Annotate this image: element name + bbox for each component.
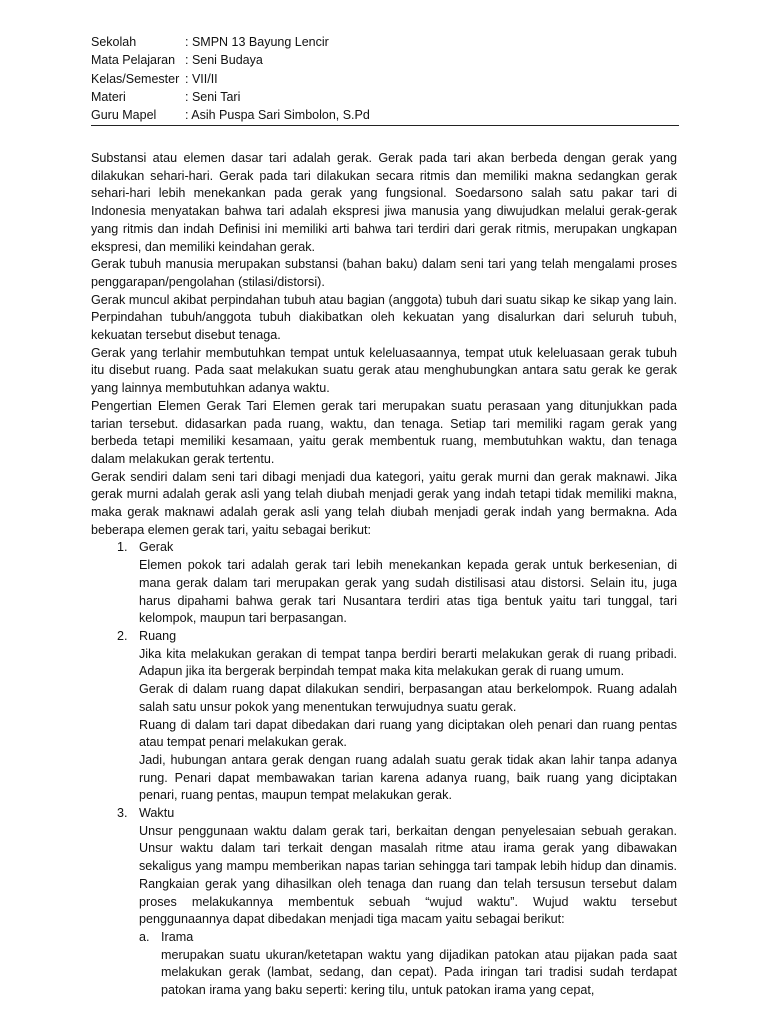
header-row-subject bbox=[91, 51, 370, 69]
list-item-text: Jika kita melakukan gerakan di tempat tanpa berdiri berarti melakukan gerak di ruang pribadi. Adapun jika ita bergerak berpindah tempat maka kita melakukan gerak di ruang umum. bbox=[139, 646, 677, 679]
header-row-material bbox=[91, 88, 370, 106]
intro-paragraph: Pengertian Elemen Gerak Tari Elemen gerak tari merupakan suatu perasaan yang ditunjukkan pada tarian tersebut. didasarkan pada ruang, waktu, dan tenaga. Setiap tari memiliki ragam gerak yang berbeda tetapi memiliki kesamaan, yaitu gerak membentuk ruang, membutuhkan waktu, dan tenaga dalam melakukan gerak tertentu. bbox=[91, 398, 677, 466]
header-row-teacher bbox=[91, 106, 370, 124]
list-item-gerak bbox=[91, 539, 677, 557]
document-header bbox=[91, 33, 370, 124]
sublist-item-irama bbox=[91, 929, 677, 947]
header-key: Mata Pelajaran bbox=[91, 53, 176, 68]
intro-paragraph: Substansi atau elemen dasar tari adalah gerak. Gerak pada tari akan berbeda dengan gerak yang dilakukan sehari-hari. Gerak pada tari dilakukan secara ritmis dan memiliki makna sedangkan gerak sehari-hari lebih menekankan pada gerak yang fungsional. Soedarsono salah satu pakar tari di Indonesia menyatakan bahwa tari adalah ekspresi jiwa manusia yang diwujudkan melalui gerak-gerak yang ritmis dan indah Definisi ini memiliki arti bahwa tari terdiri dari gerak ritmis, merupakan ungkapan ekspresi, dan memiliki keindahan gerak. bbox=[91, 151, 677, 254]
list-item-title: Waktu bbox=[139, 806, 175, 821]
header-value: : SMPN 13 Bayung Lencir bbox=[185, 35, 329, 49]
list-number: 1. bbox=[117, 540, 128, 555]
header-key: Sekolah bbox=[91, 35, 137, 49]
sublist-item-title: Irama bbox=[161, 929, 194, 944]
header-value: : Seni Budaya bbox=[185, 53, 263, 68]
intro-paragraph: Gerak tubuh manusia merupakan substansi (bahan baku) dalam seni tari yang telah mengalami proses penggarapan/pengolahan (stilasi/distorsi). bbox=[91, 257, 677, 289]
list-number: 2. bbox=[117, 628, 128, 643]
header-key: Guru Mapel bbox=[91, 108, 157, 123]
header-key: Kelas/Semester bbox=[91, 71, 180, 86]
intro-paragraph: Gerak sendiri dalam seni tari dibagi menjadi dua kategori, yaitu gerak murni dan gerak maknawi. Jika gerak murni adalah gerak asli yang telah diubah menjadi gerak yang indah tetapi tidak memiliki makna, maka gerak maknawi adalah gerak asli yang telah diubah menjadi gerak indah yang bermakna. Ada beberapa elemen gerak tari, yaitu sebagai berikut: bbox=[91, 469, 677, 537]
sublist-item-text: merupakan suatu ukuran/ketetapan waktu yang dijadikan patokan atau pijakan pada saat melakukan gerak (lambat, sedang, dan cepat). Pada iringan tari tradisi sudah terdapat patokan irama yang baku seperti: kering tilu, untuk patokan irama yang cepat, bbox=[161, 947, 677, 998]
header-key: Materi bbox=[91, 89, 126, 104]
intro-paragraph: Gerak yang terlahir membutuhkan tempat untuk keleluasaannya, tempat utuk keleluasaan gerak tubuh itu disebut ruang. Pada saat melakukan suatu gerak atau menghubungkan antara satu gerak ke gerak yang lainnya membutuhkan adanya waktu. bbox=[91, 345, 677, 396]
list-item-title: Gerak bbox=[139, 540, 174, 555]
header-row-school bbox=[91, 33, 370, 51]
list-item-ruang bbox=[91, 628, 677, 646]
list-item-text: Jadi, hubungan antara gerak dengan ruang adalah suatu gerak tidak akan lahir tanpa adanya rung. Penari dapat membawakan tarian karena adanya ruang, baik ruang yang diciptakan penari, ruang pentas, maupun tempat melakukan gerak. bbox=[139, 752, 677, 803]
list-item-waktu bbox=[91, 805, 677, 823]
header-divider bbox=[91, 125, 679, 126]
list-item-text: Elemen pokok tari adalah gerak tari lebih menekankan kepada gerak untuk berkesenian, di mana gerak dalam tari merupakan gerak yang sudah distilisasi atau distorsi. Selain itu, juga harus dipahami bahwa gerak tari Nusantara terdiri atas tiga bentuk yaitu tari tunggal, tari kelompok, maupun tari berpasangan. bbox=[139, 558, 677, 626]
document-body bbox=[91, 150, 677, 1000]
list-number: 3. bbox=[117, 806, 128, 821]
list-item-title: Ruang bbox=[139, 628, 177, 643]
header-value: : VII/II bbox=[185, 71, 218, 86]
header-value: : Seni Tari bbox=[185, 89, 241, 104]
header-value: : Asih Puspa Sari Simbolon, S.Pd bbox=[185, 108, 370, 123]
sublist-letter: a. bbox=[139, 929, 150, 944]
list-item-text: Unsur penggunaan waktu dalam gerak tari, berkaitan dengan penyelesaian sebuah gerakan. Unsur waktu dalam tari terkait dengan masalah ritme atau irama gerak yang dibawakan sekaligus yang mampu memberikan napas tarian sehingga tari tampak lebih hidup dan dinamis. Rangkaian gerak yang dihasilkan oleh tenaga dan ruang dan telah tersusun tersebut dalam proses melakukannya membentuk sebuah “wujud waktu”. Wujud waktu tersebut penggunaannya dapat dibedakan menjadi tiga macam yaitu sebagai berikut: bbox=[139, 823, 677, 927]
list-item-text: Ruang di dalam tari dapat dibedakan dari ruang yang diciptakan oleh penari dan ruang pentas atau tempat penari melakukan gerak. bbox=[139, 717, 677, 750]
intro-paragraph: Gerak muncul akibat perpindahan tubuh atau bagian (anggota) tubuh dari suatu sikap ke sikap yang lain. Perpindahan tubuh/anggota tubuh diakibatkan oleh kekuatan yang disalurkan dari seluruh tubuh, kekuatan tersebut disebut tenaga. bbox=[91, 292, 677, 343]
header-row-class-semester bbox=[91, 70, 370, 88]
list-item-text: Gerak di dalam ruang dapat dilakukan sendiri, berpasangan atau berkelompok. Ruang adalah salah satu unsur pokok yang menentukan terwujudnya suatu gerak. bbox=[139, 682, 677, 714]
